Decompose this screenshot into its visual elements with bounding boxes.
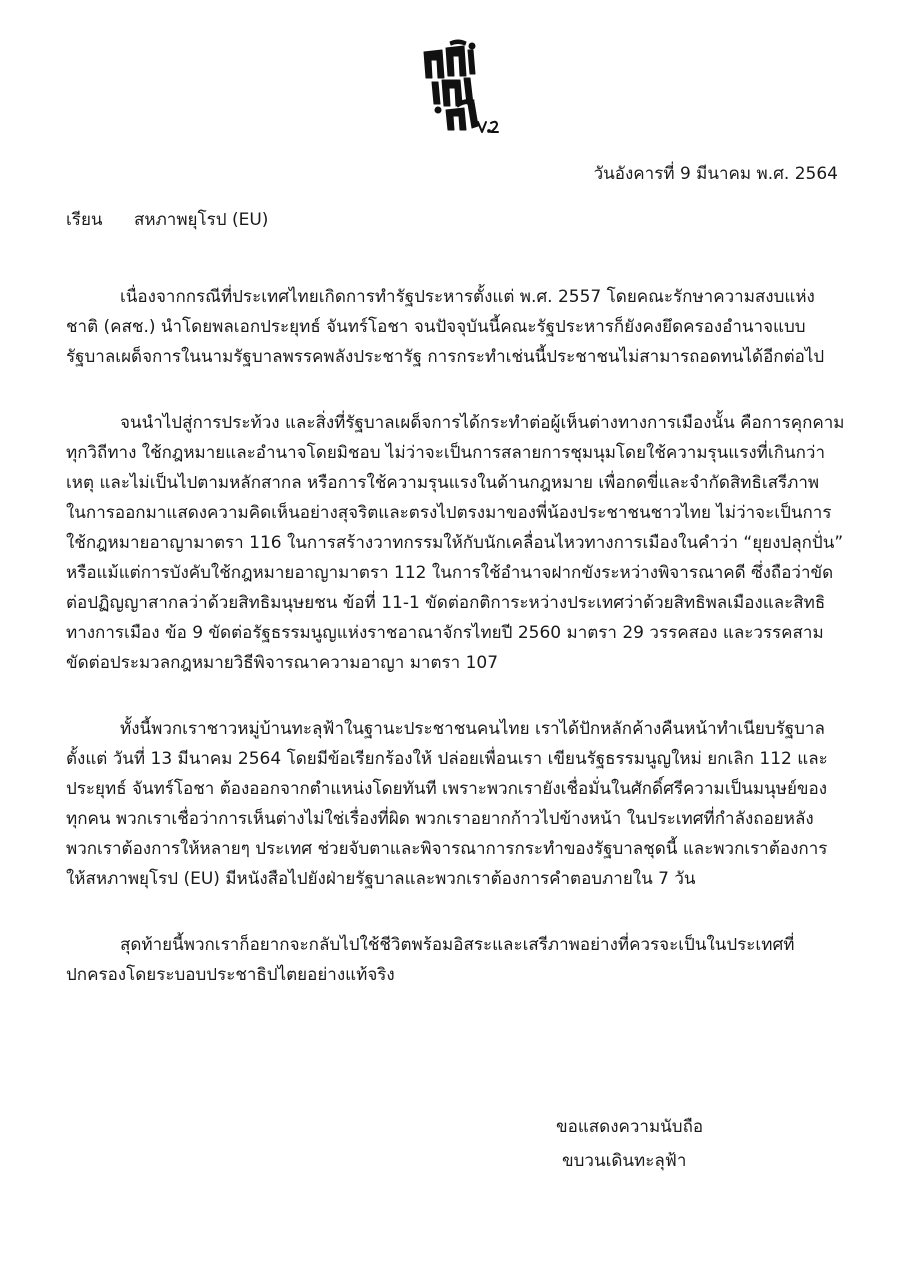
- salutation-label: เรียน: [66, 210, 103, 230]
- logo-graphic: [412, 38, 502, 138]
- signer-name: ขบวนเดินทะลุฟ้า: [562, 1151, 687, 1171]
- paragraph-line: ชาติ (คสช.) นำโดยพลเอกประยุทธ์ จันทร์โอชา จนปัจจุบันนี้คณะรัฐประหารก็ยังคงยึดครองอำนาจแบบ: [66, 317, 806, 337]
- salutation: [66, 206, 268, 233]
- signoff: [556, 1110, 703, 1178]
- paragraph-line: ตั้งแต่ วันที่ 13 มีนาคม 2564 โดยมีข้อเรียกร้องให้ ปล่อยเพื่อนเรา เขียนรัฐธรรมนูญใหม่ ยกเลิก 112 และ: [66, 749, 828, 769]
- paragraph-line: ทุกคน พวกเราเชื่อว่าการเห็นต่างไม่ใช่เรื่องที่ผิด พวกเราอยากก้าวไปข้างหน้า ในประเทศที่กำลังถอยหลัง: [66, 809, 814, 829]
- closing-text: ขอแสดงความนับถือ: [556, 1117, 704, 1137]
- paragraph-line: ใช้กฎหมายอาญามาตรา 116 ในการสร้างวาทกรรมให้กับนักเคลื่อนไหวทางการเมืองในคำว่า “ยุยงปลุกปั่น”: [66, 533, 844, 553]
- letter-date: วันอังคารที่ 9 มีนาคม พ.ศ. 2564: [593, 164, 838, 184]
- paragraph-line: เหตุ และไม่เป็นไปตามหลักสากล หรือการใช้ความรุนแรงในด้านกฎหมาย เพื่อกดขี่และจำกัดสิทธิเสรีภาพ: [66, 473, 820, 493]
- letter-body: [66, 282, 846, 1026]
- paragraph-line: รัฐบาลเผด็จการในนามรัฐบาลพรรคพลังประชารัฐ การกระทำเช่นนี้ประชาชนไม่สามารถอดทนได้อีกต่อไป: [66, 347, 825, 367]
- paragraph-1: [66, 282, 846, 372]
- paragraph-line: ทุกวิถีทาง ใช้กฎหมายและอำนาจโดยมิชอบ ไม่ว่าจะเป็นการสลายการชุมนุมโดยใช้ความรุนแรงที่เกินกว่า: [66, 443, 825, 463]
- paragraph-line: เนื่องจากกรณีที่ประเทศไทยเกิดการทำรัฐประหารตั้งแต่ พ.ศ. 2557 โดยคณะรักษาความสงบแห่ง: [120, 287, 815, 307]
- paragraph-line: ในการออกมาแสดงความคิดเห็นอย่างสุจริตและตรงไปตรงมาของพี่น้องประชาชนชาวไทย ไม่ว่าจะเป็นการ: [66, 503, 832, 523]
- paragraph-line: ปกครองโดยระบอบประชาธิปไตยอย่างแท้จริง: [66, 965, 395, 985]
- paragraph-line: ให้สหภาพยุโรป (EU) มีหนังสือไปยังฝ่ายรัฐบาลและพวกเราต้องการคำตอบภายใน 7 วัน: [66, 869, 696, 889]
- paragraph-3: [66, 714, 846, 894]
- salutation-recipient: สหภาพยุโรป (EU): [134, 210, 269, 230]
- paragraph-line: ประยุทธ์ จันทร์โอชา ต้องออกจากตำแหน่งโดยทันที เพราะพวกเรายังเชื่อมั่นในศักดิ์ศรีความเป็นมนุษย์ของ: [66, 779, 828, 799]
- paragraph-line: หรือแม้แต่การบังคับใช้กฎหมายอาญามาตรา 112 ในการใช้อำนาจฝากขังระหว่างพิจารณาคดี ซึ่งถือว่าขัด: [66, 563, 834, 583]
- paragraph-4: [66, 930, 846, 990]
- movement-logo: [412, 38, 502, 138]
- paragraph-line: ทางการเมือง ข้อ 9 ขัดต่อรัฐธรรมนูญแห่งราชอาณาจักรไทยปี 2560 มาตรา 29 วรรคสอง และวรรคสาม: [66, 623, 824, 643]
- paragraph-line: ขัดต่อประมวลกฎหมายวิธีพิจารณาความอาญา มาตรา 107: [66, 653, 499, 673]
- paragraph-line: ทั้งนี้พวกเราชาวหมู่บ้านทะลุฟ้าในฐานะประชาชนคนไทย เราได้ปักหลักค้างคืนหน้าทำเนียบรัฐบาล: [120, 719, 825, 739]
- paragraph-line: ต่อปฏิญญาสากลว่าด้วยสิทธิมนุษยชน ข้อที่ 11-1 ขัดต่อกติการะหว่างประเทศว่าด้วยสิทธิพลเมืองและสิทธิ: [66, 593, 826, 613]
- paragraph-line: สุดท้ายนี้พวกเราก็อยากจะกลับไปใช้ชีวิตพร้อมอิสระและเสรีภาพอย่างที่ควรจะเป็นในประเทศที่: [120, 935, 795, 955]
- paragraph-2: [66, 408, 846, 678]
- paragraph-line: จนนำไปสู่การประท้วง และสิ่งที่รัฐบาลเผด็จการได้กระทำต่อผู้เห็นต่างทางการเมืองนั้น คือการคุกคาม: [120, 413, 845, 433]
- paragraph-line: พวกเราต้องการให้หลายๆ ประเทศ ช่วยจับตาและพิจารณาการกระทำของรัฐบาลชุดนี้ และพวกเราต้องการ: [66, 839, 828, 859]
